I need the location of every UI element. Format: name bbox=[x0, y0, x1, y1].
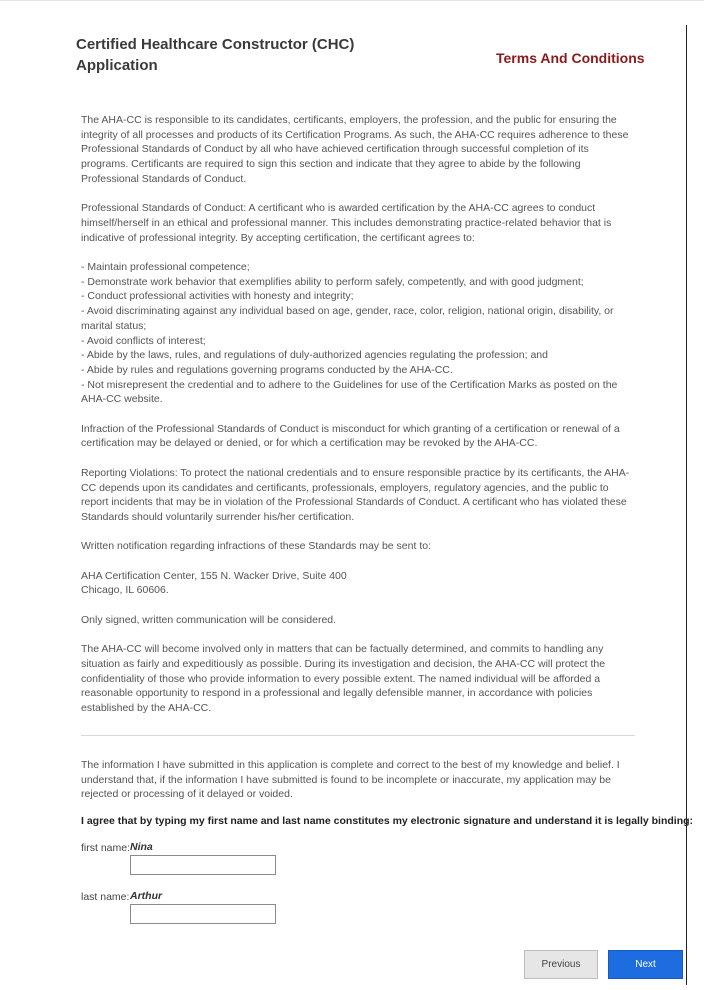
section-title: Terms And Conditions bbox=[496, 50, 645, 66]
next-button[interactable]: Next bbox=[608, 950, 683, 979]
previous-button[interactable]: Previous bbox=[524, 950, 598, 979]
last-name-input[interactable] bbox=[130, 904, 276, 924]
terms-paragraph-infraction: Infraction of the Professional Standards of Conduct is misconduct for which granting of a certification or renewal of a certification may be delayed or denied, or for which a certification may be revoked by the AHA-CC. bbox=[81, 422, 620, 450]
vertical-divider bbox=[686, 25, 687, 985]
terms-paragraph-list: - Maintain professional competence; - Demonstrate work behavior that exemplifies ability to perform safely, competently, and with good judgment; - Conduct professional activities with honesty and integrity; - Avoid discriminating against any individual based on age, gender, race, color, religion, national origin, disability, or marital status; - Avoid conflicts of interest; - Abide by the laws, rules, and regulations of duly-authorized agencies regulating the profession; and - Abide by rules and regulations governing programs conducted by the AHA-CC. - Not misrepresent the credential and to adhere to the Guidelines for use of the Certification Marks as posted on the AHA-CC website. bbox=[81, 261, 618, 406]
application-title-line2: Application bbox=[76, 57, 158, 74]
top-border bbox=[0, 0, 704, 1]
first-name-display: Nina bbox=[130, 841, 153, 853]
first-name-input[interactable] bbox=[130, 855, 276, 875]
terms-text bbox=[81, 113, 637, 730]
first-name-label: first name: bbox=[81, 842, 131, 854]
terms-paragraph-standards: Professional Standards of Conduct: A certificant who is awarded certification by the AHA-CC agrees to conduct himself/herself in an ethical and professional manner. This includes demonstrating practice-related behavior that is indicative of professional integrity. By accepting certification, the certificant agrees to: bbox=[81, 202, 612, 244]
terms-paragraph-address: AHA Certification Center, 155 N. Wacker Drive, Suite 400 Chicago, IL 60606. bbox=[81, 569, 347, 597]
signature-agreement: I agree that by typing my first name and last name constitutes my electronic signature and understand it is legally binding: bbox=[81, 815, 694, 827]
application-title-line1: Certified Healthcare Constructor (CHC) bbox=[76, 36, 355, 53]
last-name-label: last name: bbox=[81, 891, 130, 903]
terms-paragraph-written: Written notification regarding infractions of these Standards may be sent to: bbox=[81, 540, 431, 553]
section-divider bbox=[81, 735, 635, 736]
terms-paragraph-intro: The AHA-CC is responsible to its candidates, certificants, employers, the profession, and the public for ensuring the integrity of all processes and products of its Certification Programs. As such, the AHA-CC requires adherence to these Professional Standards of Conduct by all who have achieved certification through successful completion of its programs. Certificants are required to sign this section and indicate that they agree to abide by the following Professional Standards of Conduct. bbox=[81, 114, 629, 185]
terms-paragraph-signed: Only signed, written communication will be considered. bbox=[81, 613, 337, 626]
attestation-text: The information I have submitted in this application is complete and correct to the best of my knowledge and belief. I understand that, if the information I have submitted is found to be incomplete or inaccurate, my application may be rejected or processing of it delayed or voided. bbox=[81, 759, 620, 801]
terms-paragraph-reporting: Reporting Violations: To protect the national credentials and to ensure responsible practice by its certificants, the AHA-CC depends upon its candidates and certificants, professionals, employers, regulatory agencies, and the public to report incidents that may be in violation of the Professional Standards of Conduct. A certificant who has violated these Standards should voluntarily surrender his/her certification. bbox=[81, 466, 630, 523]
last-name-display: Arthur bbox=[130, 890, 163, 902]
application-title bbox=[76, 34, 406, 76]
terms-paragraph-involvement: The AHA-CC will become involved only in matters that can be factually determined, and commits to handling any situation as fairly and expeditiously as possible. During its investigation and decision, the AHA-CC will protect the confidentiality of those who provide information to every possible extent. The named individual will be afforded a reasonable opportunity to respond in a professional and legally defensible manner, in accordance with policies established by the AHA-CC. bbox=[81, 643, 606, 714]
